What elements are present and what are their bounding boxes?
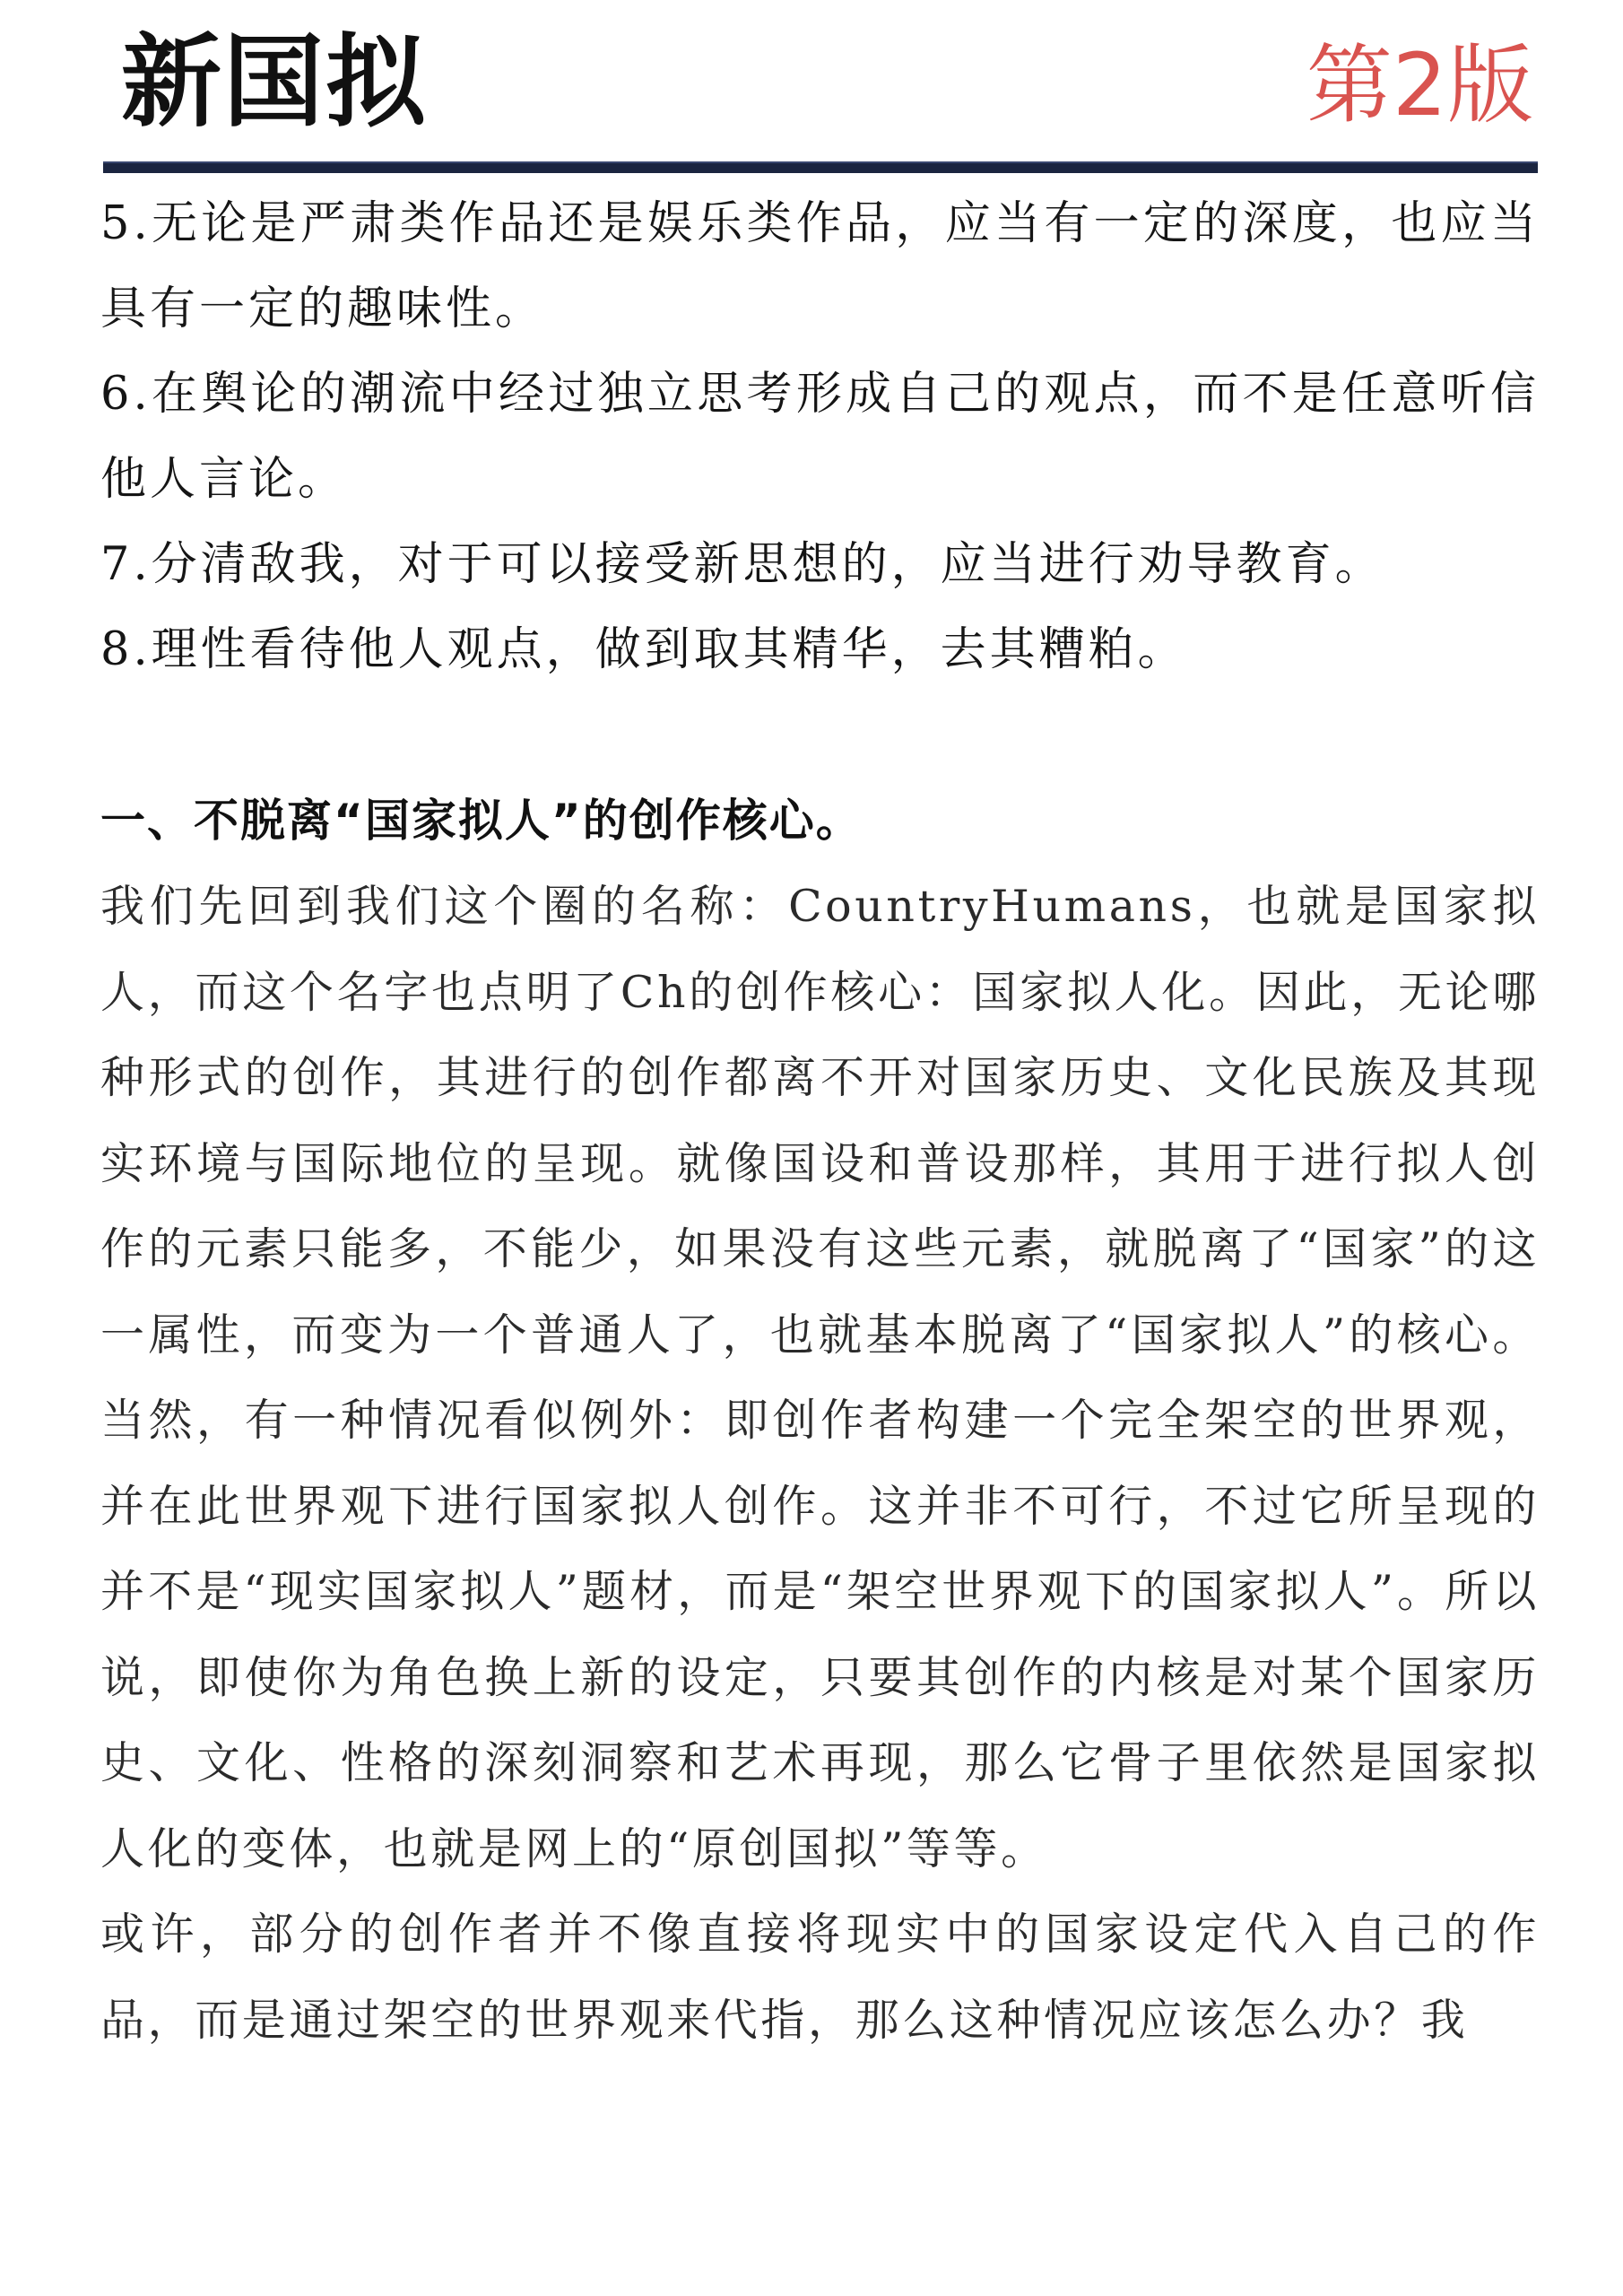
article-body	[100, 181, 1540, 2063]
header-rule	[103, 161, 1538, 173]
section-heading: 一、不脱离“国家拟人”的创作核心。	[100, 795, 863, 847]
list-item: 8.理性看待他人观点，做到取其精华，去其糟粕。	[100, 623, 1187, 676]
masthead-title: 新国拟	[121, 24, 428, 141]
page-header	[0, 0, 1623, 179]
list-item: 6.在舆论的潮流中经过独立思考形成自己的观点，而不是任意听信他人言论。	[100, 368, 1540, 506]
section-spacer	[100, 692, 1540, 778]
body-paragraph: 或许，部分的创作者并不像直接将现实中的国家设定代入自己的作品，而是通过架空的世界观来代指，那么这种情况应该怎么办？我	[100, 1909, 1540, 2046]
edition-label: 第2版	[1306, 35, 1533, 135]
list-item: 7.分清敌我，对于可以接受新思想的，应当进行劝导教育。	[100, 538, 1384, 591]
list-item: 5.无论是严肃类作品还是娱乐类作品，应当有一定的深度，也应当具有一定的趣味性。	[100, 197, 1540, 335]
body-paragraph: 我们先回到我们这个圈的名称：CountryHumans，也就是国家拟人，而这个名字也点明了Ch的创作核心：国家拟人化。因此，无论哪种形式的创作，其进行的创作都离不开对国家历史、文化民族及其现实环境与国际地位的呈现。就像国设和普设那样，其用于进行拟人创作的元素只能多，不能少，如果没有这些元素，就脱离了“国家”的这一属性，而变为一个普通人了，也就基本脱离了“国家拟人”的核心。当然，有一种情况看似例外：即创作者构建一个完全架空的世界观，并在此世界观下进行国家拟人创作。这并非不可行，不过它所呈现的并不是“现实国家拟人”题材，而是“架空世界观下的国家拟人”。所以说，即使你为角色换上新的设定，只要其创作的内核是对某个国家历史、文化、性格的深刻洞察和艺术再现，那么它骨子里依然是国家拟人化的变体，也就是网上的“原创国拟”等等。	[100, 881, 1540, 1874]
